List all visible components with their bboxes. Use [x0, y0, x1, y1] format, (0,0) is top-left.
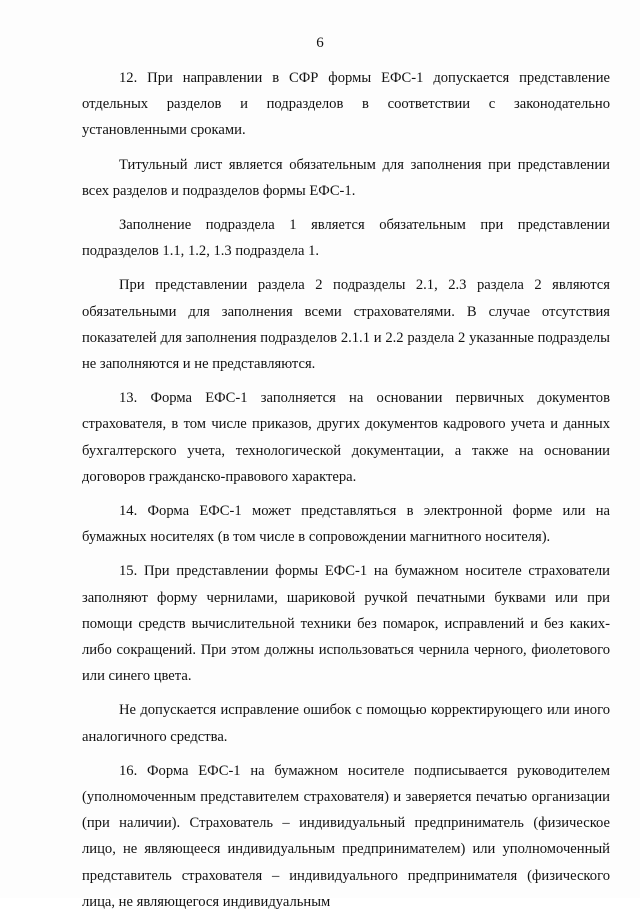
- paragraph-subsection-1: Заполнение подраздела 1 является обязательным при представлении подразделов 1.1, 1.2, 1.3 подраздела 1.: [82, 217, 610, 260]
- paragraph-correction: Не допускается исправление ошибок с помощью корректирующего или иного аналогичного средства.: [82, 702, 610, 745]
- paragraph-12: 12. При направлении в СФР формы ЕФС-1 допускается представление отдельных разделов и подразделов в соответствии с законодательно установленными сроками.: [82, 70, 610, 139]
- paragraph-title-sheet: Титульный лист является обязательным для заполнения при представлении всех разделов и подразделов формы ЕФС-1.: [82, 156, 610, 199]
- paragraph-16: 16. Форма ЕФС-1 на бумажном носителе подписывается руководителем (уполномоченным представителем страхователя) и заверяется печатью организации (при наличии). Страхователь – индивидуальный предприниматель (физическое лицо, не являющееся индивидуальным предпринимателем) или уполномоченный представитель страхователя – индивидуального предпринимателя (физического лица, не являющегося индивидуальным: [82, 762, 610, 910]
- paragraph-section-2: При представлении раздела 2 подразделы 2.1, 2.3 раздела 2 являются обязательными для заполнения всеми страхователями. В случае отсутствия показателей для заполнения подразделов 2.1.1 и 2.2 раздела 2 указанные подразделы не заполняются и не представляются.: [82, 277, 610, 373]
- paragraph-15: 15. При представлении формы ЕФС-1 на бумажном носителе страхователи заполняют форму чернилами, шариковой ручкой печатными буквами или при помощи средств вычислительной техники без помарок, исправлений и без каких-либо сокращений. При этом должны использоваться чернила черного, фиолетового или синего цвета.: [82, 563, 610, 685]
- page-number: 6: [316, 35, 324, 51]
- paragraph-13: 13. Форма ЕФС-1 заполняется на основании первичных документов страхователя, в том числе приказов, других документов кадрового учета и данных бухгалтерского учета, технологической документации, а также на основании договоров гражданско-правового характера.: [82, 390, 610, 485]
- document-body: [82, 65, 610, 921]
- paragraph-14: 14. Форма ЕФС-1 может представляться в электронной форме или на бумажных носителях (в том числе в сопровождении магнитного носителя).: [82, 503, 610, 546]
